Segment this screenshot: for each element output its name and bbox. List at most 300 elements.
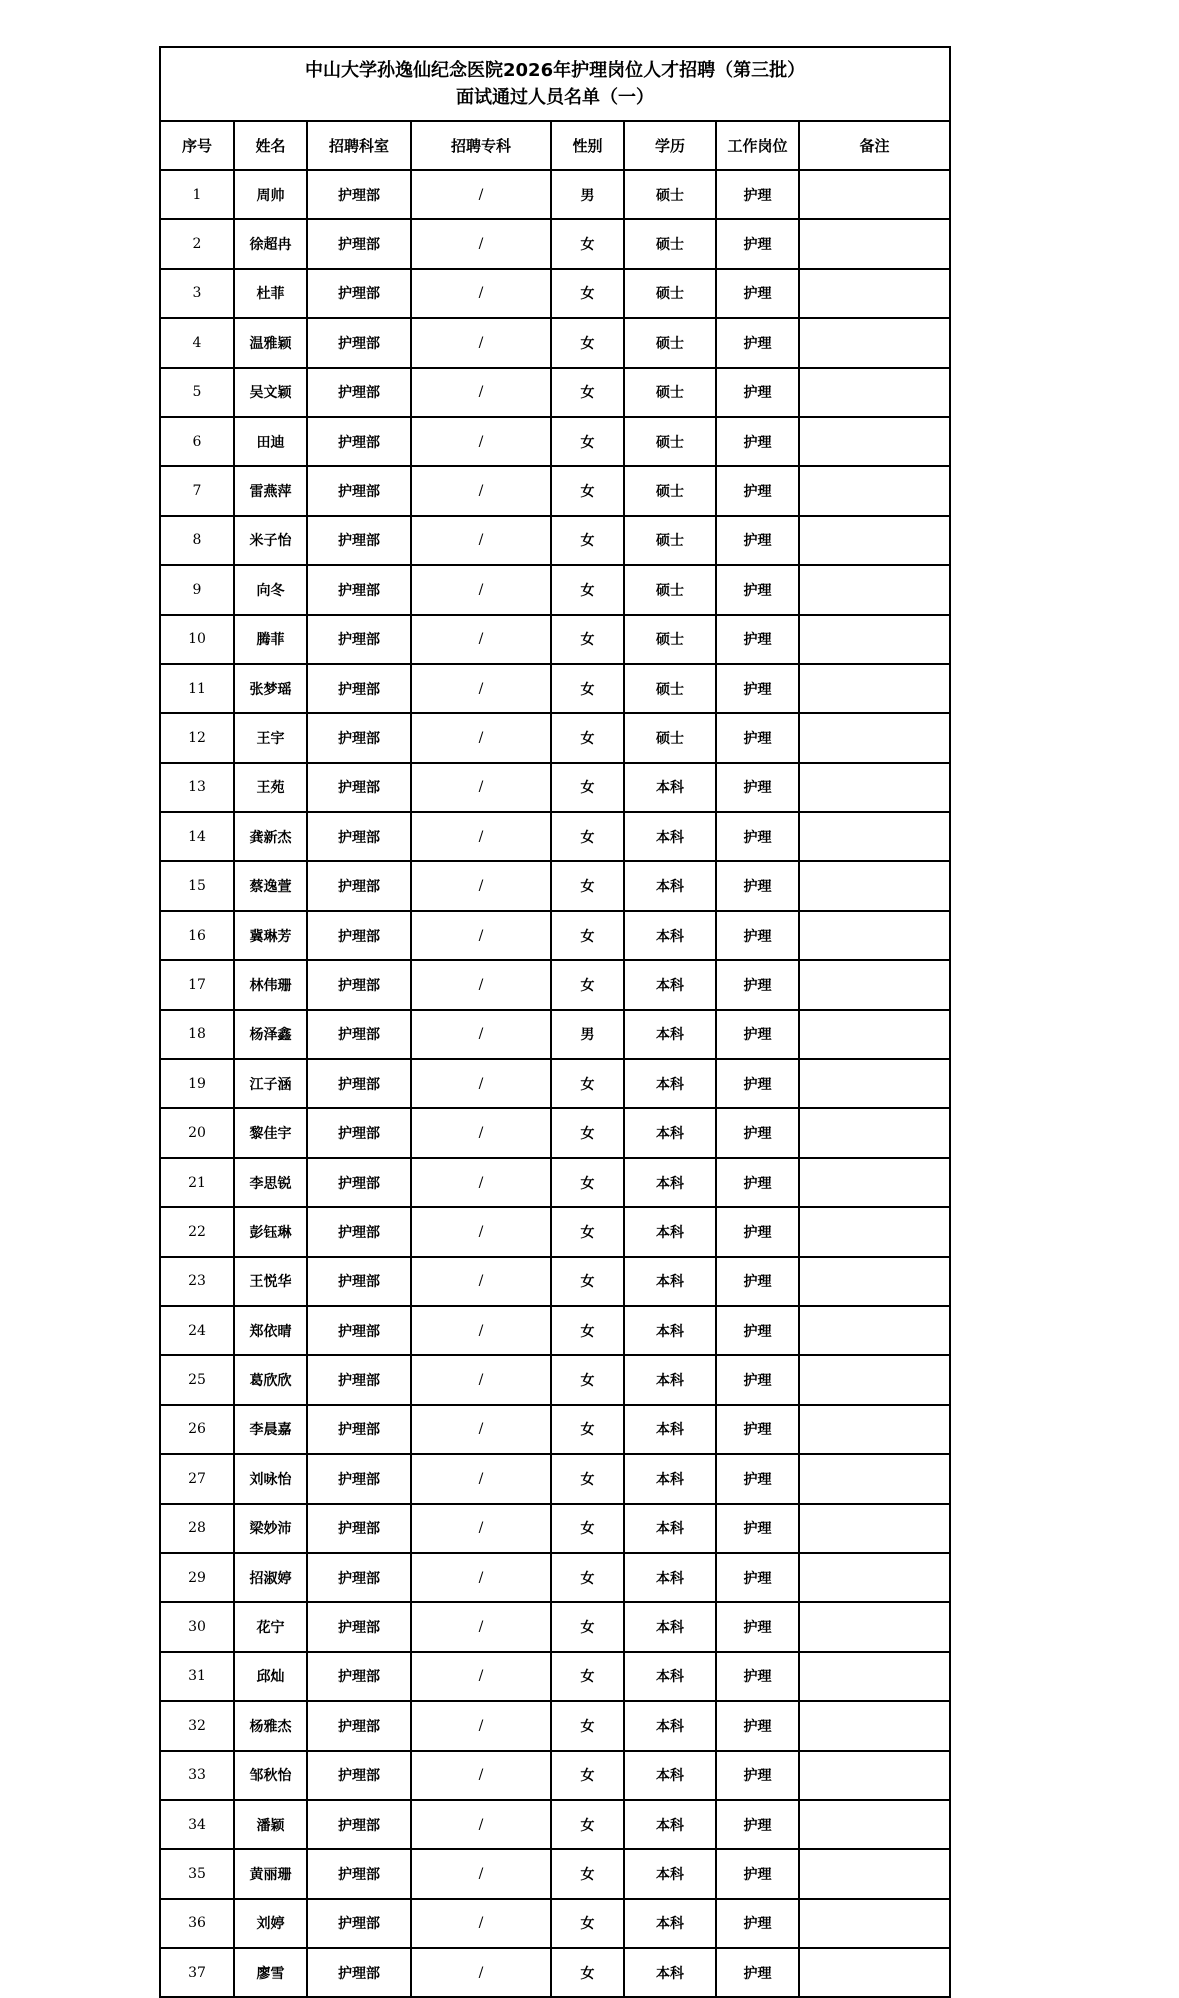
cell-note	[799, 368, 950, 417]
cell-education: 本科	[624, 1355, 716, 1404]
cell-major: /	[411, 1257, 551, 1306]
cell-note	[799, 466, 950, 515]
cell-note	[799, 911, 950, 960]
cell-education: 本科	[624, 1257, 716, 1306]
cell-gender: 女	[551, 1355, 624, 1404]
cell-education: 本科	[624, 1602, 716, 1651]
cell-gender: 女	[551, 516, 624, 565]
cell-post: 护理	[716, 219, 799, 268]
header-no: 序号	[160, 121, 234, 170]
cell-no: 10	[160, 615, 234, 664]
cell-dept: 护理部	[307, 1553, 411, 1602]
cell-no: 9	[160, 565, 234, 614]
cell-name: 葛欣欣	[234, 1355, 307, 1404]
table-body	[160, 170, 950, 1997]
cell-gender: 女	[551, 1108, 624, 1157]
cell-education: 本科	[624, 1652, 716, 1701]
cell-note	[799, 1405, 950, 1454]
cell-education: 本科	[624, 1899, 716, 1948]
table-row	[160, 911, 950, 960]
cell-education: 本科	[624, 960, 716, 1009]
cell-major: /	[411, 1207, 551, 1256]
table-row	[160, 960, 950, 1009]
cell-no: 26	[160, 1405, 234, 1454]
cell-gender: 女	[551, 763, 624, 812]
cell-gender: 女	[551, 1553, 624, 1602]
table-row	[160, 466, 950, 515]
cell-post: 护理	[716, 1751, 799, 1800]
cell-name: 腾菲	[234, 615, 307, 664]
cell-post: 护理	[716, 1306, 799, 1355]
cell-major: /	[411, 318, 551, 367]
cell-major: /	[411, 1158, 551, 1207]
cell-post: 护理	[716, 763, 799, 812]
title-line-2: 面试通过人员名单（一）	[456, 87, 655, 108]
cell-major: /	[411, 1306, 551, 1355]
cell-major: /	[411, 1849, 551, 1898]
document-page	[159, 46, 949, 1998]
cell-name: 杨雅杰	[234, 1701, 307, 1750]
cell-name: 郑依晴	[234, 1306, 307, 1355]
table-row	[160, 1899, 950, 1948]
cell-no: 35	[160, 1849, 234, 1898]
cell-education: 硕士	[624, 664, 716, 713]
cell-post: 护理	[716, 1553, 799, 1602]
cell-post: 护理	[716, 1010, 799, 1059]
cell-name: 邹秋怡	[234, 1751, 307, 1800]
cell-major: /	[411, 466, 551, 515]
title-row	[160, 47, 950, 121]
cell-note	[799, 713, 950, 762]
cell-gender: 女	[551, 1306, 624, 1355]
cell-gender: 女	[551, 1899, 624, 1948]
cell-education: 本科	[624, 1800, 716, 1849]
cell-dept: 护理部	[307, 1652, 411, 1701]
cell-dept: 护理部	[307, 1059, 411, 1108]
cell-gender: 女	[551, 1257, 624, 1306]
cell-education: 硕士	[624, 219, 716, 268]
cell-no: 33	[160, 1751, 234, 1800]
cell-gender: 女	[551, 1059, 624, 1108]
cell-no: 12	[160, 713, 234, 762]
cell-dept: 护理部	[307, 1010, 411, 1059]
cell-post: 护理	[716, 1701, 799, 1750]
table-row	[160, 1257, 950, 1306]
cell-no: 24	[160, 1306, 234, 1355]
cell-name: 潘颖	[234, 1800, 307, 1849]
cell-education: 硕士	[624, 713, 716, 762]
table-row	[160, 1602, 950, 1651]
cell-no: 16	[160, 911, 234, 960]
cell-gender: 女	[551, 911, 624, 960]
cell-name: 周帅	[234, 170, 307, 219]
cell-education: 本科	[624, 812, 716, 861]
cell-dept: 护理部	[307, 1454, 411, 1503]
cell-education: 本科	[624, 1108, 716, 1157]
cell-name: 杨泽鑫	[234, 1010, 307, 1059]
cell-post: 护理	[716, 1899, 799, 1948]
cell-no: 29	[160, 1553, 234, 1602]
cell-no: 13	[160, 763, 234, 812]
cell-no: 36	[160, 1899, 234, 1948]
cell-no: 18	[160, 1010, 234, 1059]
cell-dept: 护理部	[307, 219, 411, 268]
table-row	[160, 1207, 950, 1256]
cell-note	[799, 1652, 950, 1701]
cell-no: 27	[160, 1454, 234, 1503]
table-row	[160, 1108, 950, 1157]
table-row	[160, 1553, 950, 1602]
cell-gender: 女	[551, 713, 624, 762]
cell-education: 本科	[624, 1553, 716, 1602]
cell-note	[799, 960, 950, 1009]
cell-dept: 护理部	[307, 269, 411, 318]
table-row	[160, 615, 950, 664]
cell-education: 本科	[624, 1454, 716, 1503]
cell-major: /	[411, 1059, 551, 1108]
table-row	[160, 861, 950, 910]
cell-name: 雷燕萍	[234, 466, 307, 515]
header-gender: 性别	[551, 121, 624, 170]
table-row	[160, 1355, 950, 1404]
cell-education: 硕士	[624, 565, 716, 614]
table-row	[160, 1405, 950, 1454]
cell-post: 护理	[716, 1108, 799, 1157]
cell-note	[799, 861, 950, 910]
cell-major: /	[411, 1701, 551, 1750]
header-post: 工作岗位	[716, 121, 799, 170]
cell-note	[799, 1553, 950, 1602]
cell-post: 护理	[716, 466, 799, 515]
cell-gender: 女	[551, 1800, 624, 1849]
cell-education: 硕士	[624, 318, 716, 367]
cell-no: 8	[160, 516, 234, 565]
cell-gender: 女	[551, 219, 624, 268]
cell-post: 护理	[716, 1257, 799, 1306]
table-row	[160, 1948, 950, 1997]
cell-note	[799, 763, 950, 812]
cell-name: 李思锐	[234, 1158, 307, 1207]
table-row	[160, 269, 950, 318]
cell-gender: 女	[551, 1849, 624, 1898]
cell-major: /	[411, 812, 551, 861]
cell-gender: 女	[551, 1602, 624, 1651]
cell-post: 护理	[716, 911, 799, 960]
cell-gender: 女	[551, 664, 624, 713]
cell-dept: 护理部	[307, 664, 411, 713]
cell-dept: 护理部	[307, 861, 411, 910]
cell-no: 3	[160, 269, 234, 318]
cell-dept: 护理部	[307, 1899, 411, 1948]
cell-major: /	[411, 1602, 551, 1651]
cell-no: 20	[160, 1108, 234, 1157]
cell-name: 徐超冉	[234, 219, 307, 268]
cell-education: 本科	[624, 1306, 716, 1355]
cell-gender: 女	[551, 1158, 624, 1207]
table-row	[160, 1504, 950, 1553]
table-row	[160, 1701, 950, 1750]
cell-dept: 护理部	[307, 1158, 411, 1207]
cell-name: 李晨嘉	[234, 1405, 307, 1454]
cell-gender: 男	[551, 1010, 624, 1059]
cell-dept: 护理部	[307, 1701, 411, 1750]
cell-no: 11	[160, 664, 234, 713]
table-row	[160, 812, 950, 861]
cell-post: 护理	[716, 318, 799, 367]
cell-no: 2	[160, 219, 234, 268]
cell-post: 护理	[716, 664, 799, 713]
candidate-table	[159, 46, 951, 1998]
cell-no: 28	[160, 1504, 234, 1553]
cell-name: 招淑婷	[234, 1553, 307, 1602]
cell-gender: 女	[551, 1751, 624, 1800]
cell-post: 护理	[716, 565, 799, 614]
cell-no: 7	[160, 466, 234, 515]
cell-dept: 护理部	[307, 1257, 411, 1306]
cell-dept: 护理部	[307, 1207, 411, 1256]
cell-major: /	[411, 1504, 551, 1553]
cell-major: /	[411, 1454, 551, 1503]
cell-note	[799, 1800, 950, 1849]
cell-major: /	[411, 1800, 551, 1849]
cell-dept: 护理部	[307, 911, 411, 960]
cell-gender: 女	[551, 861, 624, 910]
cell-name: 黎佳宇	[234, 1108, 307, 1157]
cell-post: 护理	[716, 1504, 799, 1553]
cell-post: 护理	[716, 368, 799, 417]
cell-note	[799, 1108, 950, 1157]
header-dept: 招聘科室	[307, 121, 411, 170]
cell-name: 米子怡	[234, 516, 307, 565]
cell-name: 田迪	[234, 417, 307, 466]
cell-note	[799, 1454, 950, 1503]
cell-education: 硕士	[624, 615, 716, 664]
table-row	[160, 1849, 950, 1898]
cell-name: 王宇	[234, 713, 307, 762]
cell-major: /	[411, 1751, 551, 1800]
cell-note	[799, 219, 950, 268]
cell-no: 6	[160, 417, 234, 466]
cell-major: /	[411, 1108, 551, 1157]
cell-dept: 护理部	[307, 1306, 411, 1355]
cell-no: 34	[160, 1800, 234, 1849]
cell-post: 护理	[716, 1849, 799, 1898]
cell-dept: 护理部	[307, 1849, 411, 1898]
cell-name: 温雅颖	[234, 318, 307, 367]
cell-education: 硕士	[624, 170, 716, 219]
cell-gender: 女	[551, 615, 624, 664]
table-row	[160, 1800, 950, 1849]
cell-post: 护理	[716, 516, 799, 565]
cell-dept: 护理部	[307, 1751, 411, 1800]
table-row	[160, 1158, 950, 1207]
cell-education: 本科	[624, 763, 716, 812]
cell-name: 杜菲	[234, 269, 307, 318]
cell-note	[799, 1849, 950, 1898]
cell-note	[799, 1504, 950, 1553]
cell-dept: 护理部	[307, 1602, 411, 1651]
cell-major: /	[411, 960, 551, 1009]
cell-education: 硕士	[624, 516, 716, 565]
cell-post: 护理	[716, 417, 799, 466]
cell-no: 17	[160, 960, 234, 1009]
cell-no: 31	[160, 1652, 234, 1701]
cell-gender: 女	[551, 1207, 624, 1256]
cell-dept: 护理部	[307, 615, 411, 664]
cell-gender: 女	[551, 1701, 624, 1750]
cell-dept: 护理部	[307, 368, 411, 417]
cell-education: 本科	[624, 1158, 716, 1207]
cell-post: 护理	[716, 1800, 799, 1849]
cell-dept: 护理部	[307, 1800, 411, 1849]
cell-major: /	[411, 1553, 551, 1602]
table-row	[160, 170, 950, 219]
cell-dept: 护理部	[307, 812, 411, 861]
cell-gender: 女	[551, 1454, 624, 1503]
cell-note	[799, 1010, 950, 1059]
cell-note	[799, 1158, 950, 1207]
cell-gender: 男	[551, 170, 624, 219]
cell-post: 护理	[716, 1602, 799, 1651]
cell-post: 护理	[716, 615, 799, 664]
cell-gender: 女	[551, 1405, 624, 1454]
cell-name: 刘咏怡	[234, 1454, 307, 1503]
cell-note	[799, 170, 950, 219]
cell-name: 张梦瑶	[234, 664, 307, 713]
cell-major: /	[411, 1010, 551, 1059]
cell-major: /	[411, 911, 551, 960]
cell-major: /	[411, 565, 551, 614]
table-row	[160, 1751, 950, 1800]
cell-no: 15	[160, 861, 234, 910]
cell-gender: 女	[551, 318, 624, 367]
cell-major: /	[411, 664, 551, 713]
cell-post: 护理	[716, 812, 799, 861]
cell-note	[799, 1257, 950, 1306]
cell-no: 30	[160, 1602, 234, 1651]
cell-education: 本科	[624, 1849, 716, 1898]
cell-post: 护理	[716, 1355, 799, 1404]
cell-education: 硕士	[624, 417, 716, 466]
cell-education: 本科	[624, 1010, 716, 1059]
cell-name: 廖雪	[234, 1948, 307, 1997]
cell-no: 14	[160, 812, 234, 861]
table-row	[160, 1306, 950, 1355]
cell-dept: 护理部	[307, 466, 411, 515]
cell-note	[799, 516, 950, 565]
cell-major: /	[411, 170, 551, 219]
header-row	[160, 121, 950, 170]
cell-name: 吴文颖	[234, 368, 307, 417]
cell-no: 21	[160, 1158, 234, 1207]
cell-no: 5	[160, 368, 234, 417]
cell-name: 王悦华	[234, 1257, 307, 1306]
cell-gender: 女	[551, 960, 624, 1009]
table-row	[160, 417, 950, 466]
cell-education: 硕士	[624, 368, 716, 417]
cell-dept: 护理部	[307, 1108, 411, 1157]
cell-gender: 女	[551, 368, 624, 417]
cell-dept: 护理部	[307, 713, 411, 762]
cell-gender: 女	[551, 466, 624, 515]
cell-education: 本科	[624, 1504, 716, 1553]
cell-major: /	[411, 1899, 551, 1948]
cell-note	[799, 1899, 950, 1948]
cell-gender: 女	[551, 812, 624, 861]
cell-education: 本科	[624, 1207, 716, 1256]
cell-post: 护理	[716, 1405, 799, 1454]
cell-major: /	[411, 269, 551, 318]
cell-post: 护理	[716, 1207, 799, 1256]
cell-name: 冀琳芳	[234, 911, 307, 960]
cell-note	[799, 615, 950, 664]
table-row	[160, 1454, 950, 1503]
cell-major: /	[411, 713, 551, 762]
table-row	[160, 713, 950, 762]
header-education: 学历	[624, 121, 716, 170]
table-row	[160, 516, 950, 565]
cell-major: /	[411, 1405, 551, 1454]
cell-no: 32	[160, 1701, 234, 1750]
table-row	[160, 318, 950, 367]
cell-gender: 女	[551, 565, 624, 614]
cell-gender: 女	[551, 417, 624, 466]
table-row	[160, 368, 950, 417]
cell-note	[799, 1207, 950, 1256]
cell-no: 1	[160, 170, 234, 219]
cell-education: 本科	[624, 861, 716, 910]
cell-major: /	[411, 368, 551, 417]
cell-note	[799, 1701, 950, 1750]
cell-post: 护理	[716, 269, 799, 318]
cell-post: 护理	[716, 861, 799, 910]
header-note: 备注	[799, 121, 950, 170]
cell-no: 25	[160, 1355, 234, 1404]
cell-name: 林伟珊	[234, 960, 307, 1009]
cell-dept: 护理部	[307, 1504, 411, 1553]
cell-major: /	[411, 1355, 551, 1404]
cell-dept: 护理部	[307, 1948, 411, 1997]
cell-education: 本科	[624, 1701, 716, 1750]
cell-education: 本科	[624, 911, 716, 960]
cell-no: 4	[160, 318, 234, 367]
table-row	[160, 1652, 950, 1701]
cell-note	[799, 812, 950, 861]
cell-gender: 女	[551, 1948, 624, 1997]
cell-no: 23	[160, 1257, 234, 1306]
cell-name: 黄丽珊	[234, 1849, 307, 1898]
cell-note	[799, 565, 950, 614]
cell-gender: 女	[551, 269, 624, 318]
cell-major: /	[411, 1652, 551, 1701]
cell-note	[799, 417, 950, 466]
table-row	[160, 664, 950, 713]
cell-dept: 护理部	[307, 318, 411, 367]
cell-name: 彭钰琳	[234, 1207, 307, 1256]
cell-dept: 护理部	[307, 960, 411, 1009]
cell-dept: 护理部	[307, 1355, 411, 1404]
cell-major: /	[411, 763, 551, 812]
cell-education: 本科	[624, 1405, 716, 1454]
cell-note	[799, 1751, 950, 1800]
cell-education: 本科	[624, 1948, 716, 1997]
cell-no: 19	[160, 1059, 234, 1108]
cell-name: 蔡逸萱	[234, 861, 307, 910]
header-name: 姓名	[234, 121, 307, 170]
cell-post: 护理	[716, 1454, 799, 1503]
table-row	[160, 763, 950, 812]
cell-gender: 女	[551, 1504, 624, 1553]
